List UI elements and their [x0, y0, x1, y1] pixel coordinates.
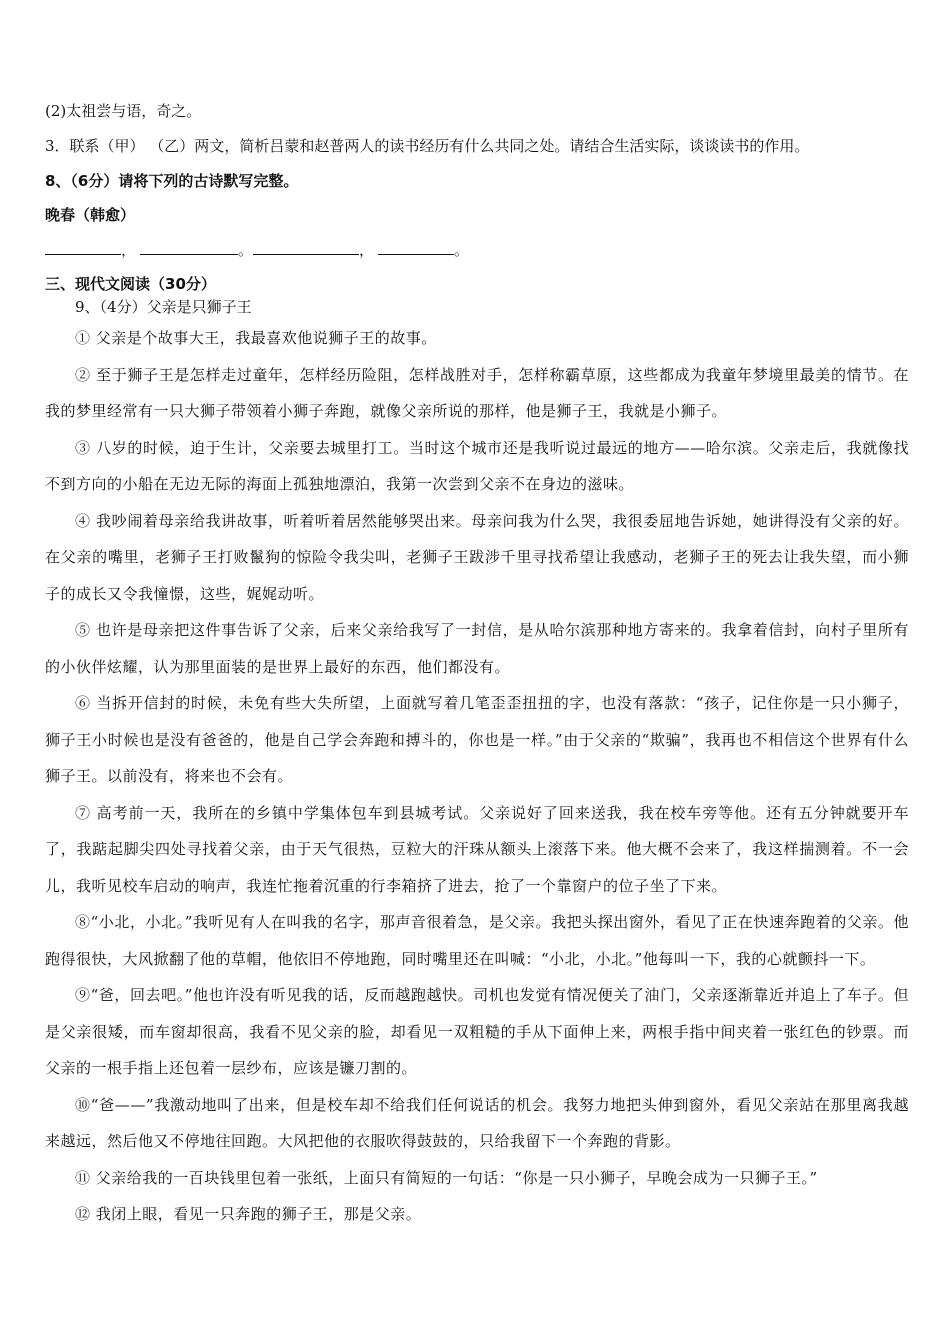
- paragraph-3: ③ 八岁的时候，迫于生计，父亲要去城里打工。当时这个城市还是我听说过最远的地方——哈尔滨。父亲走后，我就像找不到方向的小船在无边无际的海面上孤独地漂泊，我第一次尝到父亲不在身边的滋味。: [45, 438, 909, 493]
- q7-sub3: 3．联系（甲） （乙）两文，简析吕蒙和赵普两人的读书经历有什么共同之处。请结合生活实际，谈谈读书的作用。: [45, 137, 810, 155]
- blank-line-2[interactable]: [140, 240, 238, 255]
- paragraph-9: ⑨“爸，回去吧。”他也许没有听见我的话，反而越跑越快。司机也发觉有情况便关了油门，父亲逐渐靠近并追上了车子。但是父亲很矮，而车窗却很高，我看不见父亲的脸，却看见一双粗糙的手从下面伸上来，两根手指中间夹着一张红色的钞票。而父亲的一根手指上还包着一层纱布，应该是镰刀割的。: [45, 986, 909, 1077]
- blank-separator-3: ，: [359, 241, 375, 259]
- paragraph-8: ⑧“小北，小北。”我听见有人在叫我的名字，那声音很着急，是父亲。我把头探出窗外，看见了正在快速奔跑着的父亲。他跑得很快，大风掀翻了他的草帽，他依旧不停地跑，同时嘴里还在叫喊：“小北，小北。”他每叫一下，我的心就颤抖一下。: [45, 913, 909, 968]
- blank-line-4[interactable]: [378, 240, 454, 255]
- paragraph-1: ① 父亲是个故事大王，我最喜欢他说狮子王的故事。: [75, 329, 437, 347]
- blank-separator-2: 。: [238, 241, 254, 259]
- reading-passage: [45, 320, 909, 1233]
- paragraph-12: ⑫ 我闭上眼，看见一只奔跑的狮子王，那是父亲。: [75, 1205, 422, 1223]
- paragraph-7: ⑦ 高考前一天，我所在的乡镇中学集体包车到县城考试。父亲说好了回来送我，我在校车旁等他。还有五分钟就要开车了，我踮起脚尖四处寻找着父亲，由于天气很热，豆粒大的汗珠从额头上滚落下来。他大概不会来了，我这样揣测着。不一会儿，我听见校车启动的响声，我连忙拖着沉重的行李箱挤了进去，抢了一个靠窗户的位子坐了下来。: [45, 803, 909, 895]
- blank-line-1[interactable]: [45, 240, 121, 255]
- paragraph-2: ② 至于狮子王是怎样走过童年，怎样经历险阻，怎样战胜对手，怎样称霸草原，这些都成为我童年梦境里最美的情节。在我的梦里经常有一只大狮子带领着小狮子奔跑，就像父亲所说的那样，他是狮子王，我就是小狮子。: [45, 365, 909, 420]
- paragraph-11: ⑪ 父亲给我的一百块钱里包着一张纸，上面只有简短的一句话：“你是一只小狮子，早晚会成为一只狮子王。”: [75, 1168, 818, 1187]
- section-title: 三、现代文阅读（30分）: [45, 275, 216, 293]
- q8-prompt: 8、（6分）请将下列的古诗默写完整。: [45, 172, 299, 190]
- blank-separator-4: 。: [454, 241, 470, 259]
- paragraph-4: ④ 我吵闹着母亲给我讲故事，听着听着居然能够哭出来。母亲问我为什么哭，我很委屈地告诉她，她讲得没有父亲的好。在父亲的嘴里，老狮子王打败鬣狗的惊险令我尖叫，老狮子王跋涉千里寻找希望让我感动，老狮子王的死去让我失望，而小狮子的成长又令我憧憬，这些，娓娓动听。: [45, 511, 909, 603]
- paragraph-10: ⑩“爸——”我激动地叫了出来，但是校车却不给我们任何说话的机会。我努力地把头伸到窗外，看见父亲站在那里离我越来越远，然后他又不停地往回跑。大风把他的衣服吹得鼓鼓的，只给我留下一个奔跑的背影。: [45, 1095, 909, 1150]
- paragraph-6: ⑥ 当拆开信封的时候，未免有些大失所望，上面就写着几笔歪歪扭扭的字，也没有落款：“孩子，记住你是一只小狮子，狮子王小时候也是没有爸爸的，他是自己学会奔跑和搏斗的，你也是一样。”由于父亲的“欺骗”，我再也不相信这个世界有什么狮子王。以前没有，将来也不会有。: [45, 694, 909, 785]
- q9-heading: 9、（4分）父亲是只狮子王: [75, 298, 252, 316]
- poem-blanks: [45, 240, 915, 260]
- blank-line-3[interactable]: [253, 240, 359, 255]
- q7-sub2: (2)太祖尝与语，奇之。: [45, 102, 202, 120]
- blank-separator-1: ，: [121, 241, 137, 259]
- poem-title: 晚春（韩愈）: [45, 206, 136, 224]
- paragraph-5: ⑤ 也许是母亲把这件事告诉了父亲，后来父亲给我写了一封信，是从哈尔滨那种地方寄来的。我拿着信封，向村子里所有的小伙伴炫耀，认为那里面装的是世界上最好的东西，他们都没有。: [45, 621, 909, 676]
